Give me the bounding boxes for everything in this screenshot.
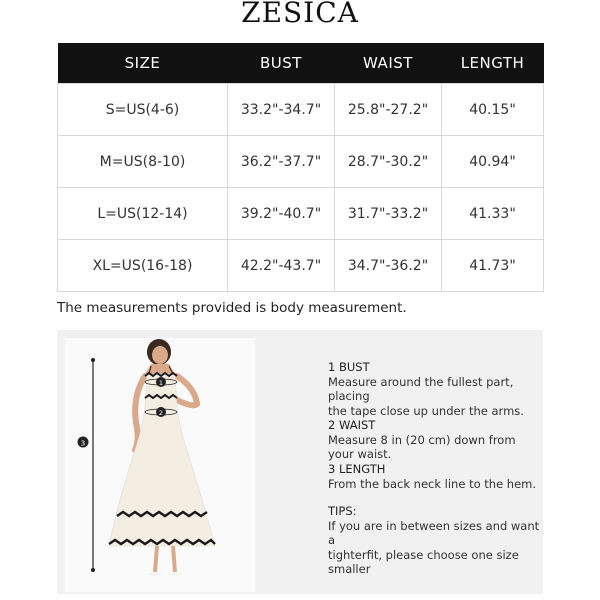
cell-waist: 31.7"-33.2" xyxy=(335,188,442,240)
size-chart-table xyxy=(57,43,544,292)
cell-length: 41.73" xyxy=(442,240,544,292)
marker-length: 3 xyxy=(80,439,86,448)
model-photo xyxy=(65,338,255,592)
cell-bust: 39.2"-40.7" xyxy=(228,188,335,240)
tips-title: TIPS: xyxy=(328,504,357,518)
cell-length: 40.94" xyxy=(442,136,544,188)
waist-title: 2 WAIST xyxy=(328,418,376,432)
waist-text: Measure 8 in (20 cm) down from your waist. xyxy=(328,432,516,461)
length-text: From the back neck line to the hem. xyxy=(328,476,537,491)
cell-bust: 33.2"-34.7" xyxy=(228,84,335,136)
dress-illustration xyxy=(65,338,255,592)
header-bust: BUST xyxy=(228,43,335,84)
bust-text-line1: Measure around the fullest part, placing xyxy=(328,374,514,403)
waist-instructions xyxy=(328,418,543,462)
bust-instructions xyxy=(328,360,543,418)
marker-waist: 2 xyxy=(158,409,164,417)
cell-waist: 34.7"-36.2" xyxy=(335,240,442,292)
cell-waist: 28.7"-30.2" xyxy=(335,136,442,188)
cell-bust: 42.2"-43.7" xyxy=(228,240,335,292)
length-title: 3 LENGTH xyxy=(328,462,386,476)
tips-line2: tighterfit, please choose one size xyxy=(328,547,519,562)
tips-line3: smaller xyxy=(328,562,371,576)
cell-length: 41.33" xyxy=(442,188,544,240)
header-waist: WAIST xyxy=(335,43,442,84)
cell-size: S=US(4-6) xyxy=(58,84,228,136)
header-size: SIZE xyxy=(58,43,228,84)
measurement-note: The measurements provided is body measurement. xyxy=(57,300,407,316)
tips-line1: If you are in between sizes and want a xyxy=(328,518,540,547)
cell-waist: 25.8"-27.2" xyxy=(335,84,442,136)
marker-bust: 1 xyxy=(158,379,164,387)
header-length: LENGTH xyxy=(442,43,544,84)
table-row xyxy=(58,84,544,136)
cell-length: 40.15" xyxy=(442,84,544,136)
length-instructions xyxy=(328,462,536,491)
table-row xyxy=(58,136,544,188)
tips-section xyxy=(328,504,543,577)
cell-size: L=US(12-14) xyxy=(58,188,228,240)
bust-text-line2: the tape close up under the arms. xyxy=(328,403,524,418)
brand-logo: ZESICA xyxy=(241,0,359,29)
cell-bust: 36.2"-37.7" xyxy=(228,136,335,188)
table-row xyxy=(58,240,544,292)
measure-guide-panel xyxy=(57,330,543,594)
bust-title: 1 BUST xyxy=(328,360,370,374)
cell-size: XL=US(16-18) xyxy=(58,240,228,292)
cell-size: M=US(8-10) xyxy=(58,136,228,188)
table-header-row xyxy=(58,43,544,84)
table-row xyxy=(58,188,544,240)
